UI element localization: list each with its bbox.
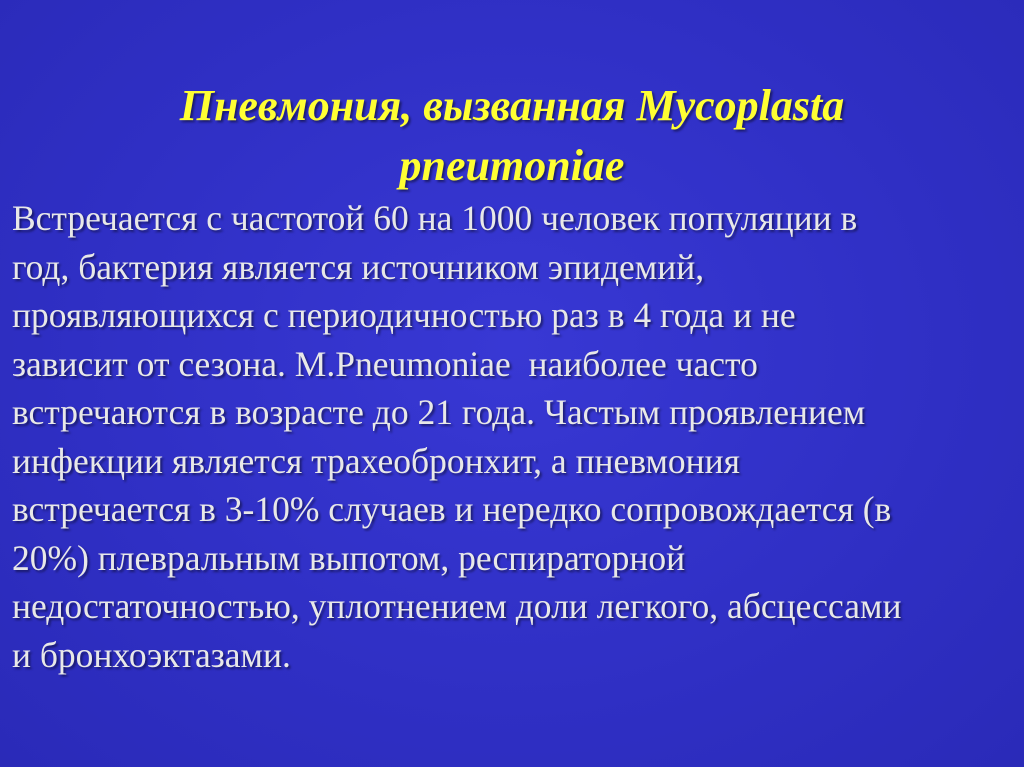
body-line-10: и бронхоэктазами. [12, 634, 291, 675]
body-line-2: год, бактерия является источником эпидемий, [12, 246, 705, 287]
slide-body-text [12, 194, 1016, 679]
body-line-8: 20%) плевральным выпотом, респираторной [12, 537, 686, 578]
slide-title-line-2: pneumoniae [399, 141, 625, 190]
body-line-5: встречаются в возрасте до 21 года. Частым проявлением [12, 392, 866, 432]
body-line-6: инфекции является трахеобронхит, а пневмония [12, 440, 741, 481]
body-line-7: встречается в 3-10% случаев и нередко сопровождается (в [12, 489, 892, 529]
slide-title [60, 76, 964, 196]
body-line-4: зависит от сезона. M.Pneumoniae наиболее часто [12, 343, 758, 384]
body-line-1: Встречается с частотой 60 на 1000 человек популяции в [12, 198, 858, 238]
body-line-9: недостаточностью, уплотнением доли легкого, абсцессами [12, 586, 902, 626]
body-line-3: проявляющихся с периодичностью раз в 4 года и не [12, 295, 796, 335]
slide-title-line-1: Пневмония, вызванная Mycoplasta [179, 81, 845, 130]
